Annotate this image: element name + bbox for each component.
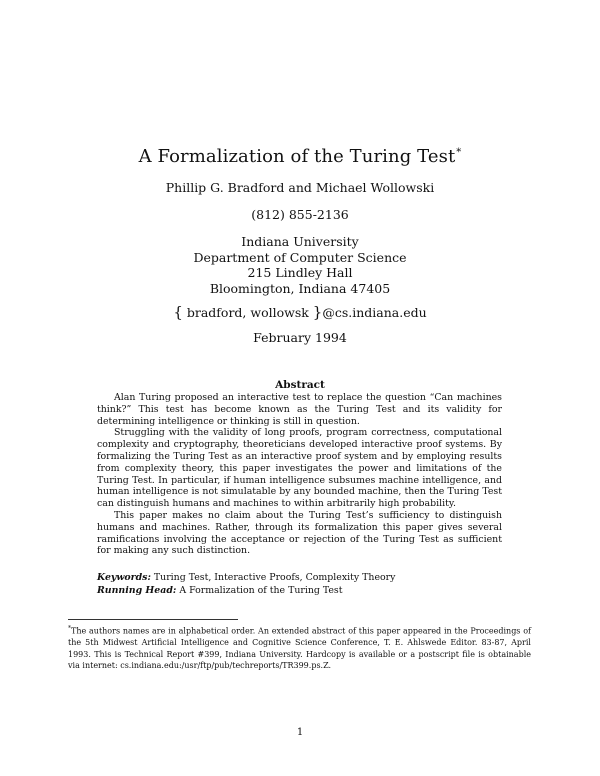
- footnote-mark: *: [68, 625, 71, 632]
- affiliation: [0, 234, 600, 296]
- email-open-brace: {: [173, 303, 183, 321]
- authors: Phillip G. Bradford and Michael Wollowski: [165, 180, 435, 195]
- title-footnote-mark: *: [456, 147, 462, 158]
- email-address: [0, 303, 600, 321]
- page-number: 1: [296, 727, 304, 738]
- email-close-brace: }: [312, 303, 323, 321]
- running-head-line: [97, 585, 502, 598]
- abstract-paragraph: Struggling with the validity of long proofs, program correctness, computational complexity and cryptography, theoreticians developed interactive proof systems. By formalizing the Turing Test as an interactive proof system and by employing results from complexity theory, this paper investigates the power and limitations of the Turing Test. In particular, if human intelligence subsumes machine intelligence, and human intelligence is not simulatable by any bounded machine, then the Turing Test can distinguish humans and machines to within arbitrarily high probability.: [97, 427, 502, 510]
- publication-date: February 1994: [253, 330, 347, 345]
- footnote-text: The authors names are in alphabetical order. An extended abstract of this paper appeared in the Proceedings of the 5th Midwest Artificial Intelligence and Cognitive Science Conference, T. E. Ahlswede Editor. 83-87, April 1993. This is Technical Report #399, Indiana University. Hardcopy is available or a postscript file is obtainable via internet: cs.indiana.edu:/usr/ftp/pub/techreports/TR399.ps.Z.: [68, 626, 531, 671]
- keywords-block: [97, 572, 502, 597]
- email-names: bradford, wollowsk: [182, 305, 313, 320]
- keywords-label: Keywords:: [97, 572, 151, 583]
- affiliation-department: Department of Computer Science: [193, 249, 407, 265]
- abstract-body: [97, 392, 502, 557]
- running-head-label: Running Head:: [97, 584, 177, 596]
- phone-number: (812) 855-2136: [251, 207, 349, 222]
- email-domain: @cs.indiana.edu: [322, 305, 427, 320]
- paper-title: [0, 146, 600, 167]
- footnote: [68, 623, 531, 672]
- abstract-heading: Abstract: [275, 379, 325, 391]
- title-text: A Formalization of the Turing Test: [138, 146, 456, 167]
- running-head-value: A Formalization of the Turing Test: [176, 584, 343, 596]
- abstract-paragraph: Alan Turing proposed an interactive test to replace the question “Can machines think?” This test has become known as the Turing Test and its validity for determining intelligence or thinking is still in question.: [97, 392, 502, 427]
- affiliation-address: 215 Lindley Hall: [247, 265, 353, 280]
- footnote-divider: [68, 619, 238, 620]
- abstract-paragraph: This paper makes no claim about the Turing Test’s sufficiency to distinguish humans and machines. Rather, through its formalization this paper gives several ramifications involving the acceptance or rejection of the Turing Test as sufficient for making any such distinction.: [97, 509, 502, 557]
- keywords-line: [97, 572, 502, 585]
- keywords-value: Turing Test, Interactive Proofs, Complexity Theory: [150, 572, 396, 583]
- affiliation-city: Bloomington, Indiana 47405: [209, 280, 391, 296]
- affiliation-university: Indiana University: [241, 234, 359, 249]
